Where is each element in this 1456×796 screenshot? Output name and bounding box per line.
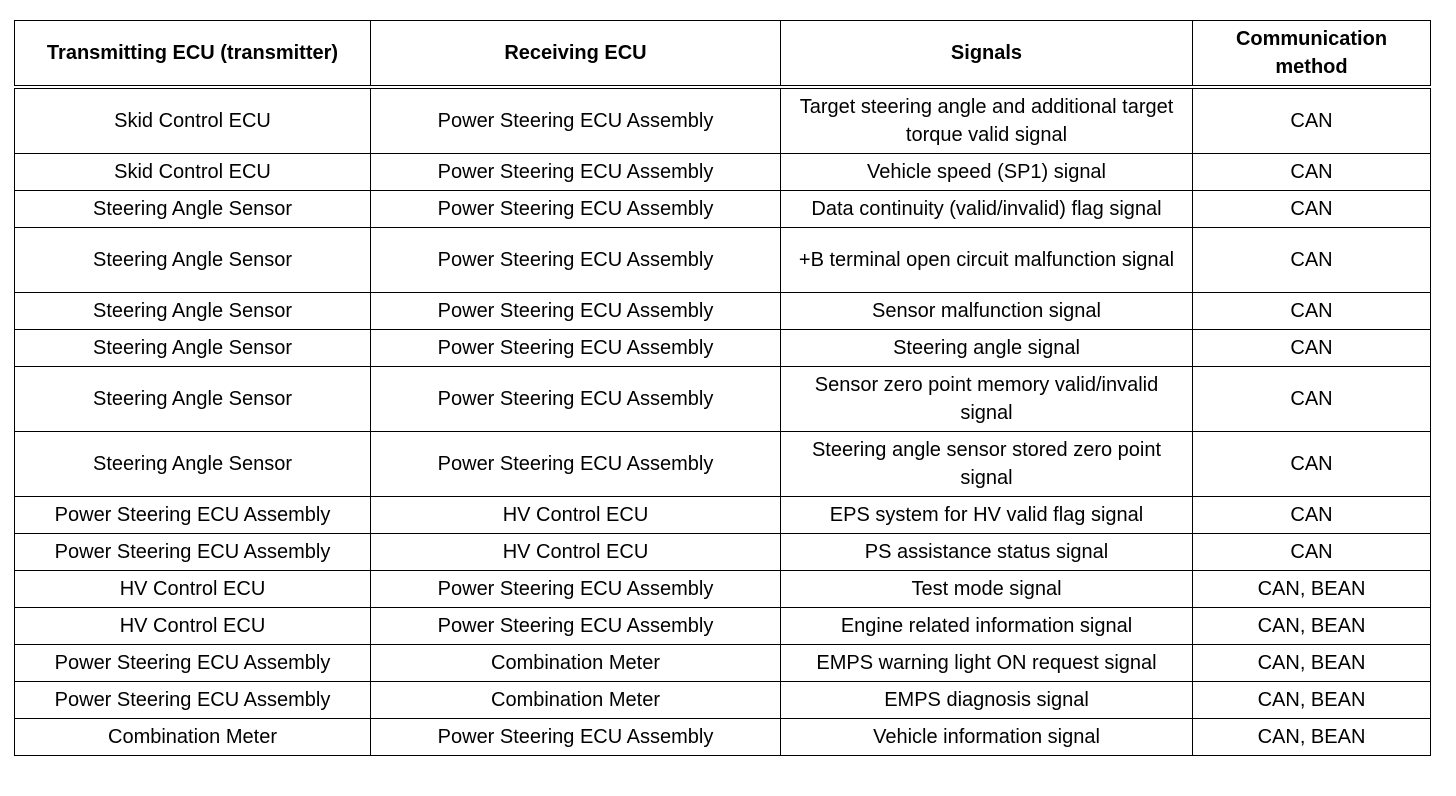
communication-table — [14, 20, 1431, 756]
table-row — [15, 432, 1431, 497]
cell-method: CAN — [1193, 191, 1431, 228]
table-row — [15, 293, 1431, 330]
table-body — [15, 87, 1431, 756]
cell-transmitter: HV Control ECU — [15, 571, 371, 608]
table-row — [15, 571, 1431, 608]
cell-transmitter: Steering Angle Sensor — [15, 191, 371, 228]
cell-signal: PS assistance status signal — [781, 534, 1193, 571]
cell-method: CAN — [1193, 87, 1431, 154]
cell-transmitter: HV Control ECU — [15, 608, 371, 645]
cell-receiver: Power Steering ECU Assembly — [371, 87, 781, 154]
table-row — [15, 497, 1431, 534]
cell-method: CAN — [1193, 432, 1431, 497]
cell-transmitter: Power Steering ECU Assembly — [15, 497, 371, 534]
cell-receiver: HV Control ECU — [371, 497, 781, 534]
cell-signal: Engine related information signal — [781, 608, 1193, 645]
cell-receiver: Power Steering ECU Assembly — [371, 571, 781, 608]
cell-receiver: Combination Meter — [371, 645, 781, 682]
cell-signal: Steering angle signal — [781, 330, 1193, 367]
cell-transmitter: Steering Angle Sensor — [15, 293, 371, 330]
cell-method: CAN — [1193, 330, 1431, 367]
cell-signal: Steering angle sensor stored zero point signal — [781, 432, 1193, 497]
cell-receiver: HV Control ECU — [371, 534, 781, 571]
cell-method: CAN — [1193, 154, 1431, 191]
cell-receiver: Power Steering ECU Assembly — [371, 330, 781, 367]
cell-transmitter: Power Steering ECU Assembly — [15, 682, 371, 719]
table-row — [15, 367, 1431, 432]
cell-signal: Data continuity (valid/invalid) flag signal — [781, 191, 1193, 228]
cell-signal: EMPS warning light ON request signal — [781, 645, 1193, 682]
cell-method: CAN, BEAN — [1193, 682, 1431, 719]
cell-receiver: Power Steering ECU Assembly — [371, 367, 781, 432]
table-row — [15, 228, 1431, 293]
cell-signal: Vehicle speed (SP1) signal — [781, 154, 1193, 191]
cell-signal: Sensor malfunction signal — [781, 293, 1193, 330]
cell-method: CAN, BEAN — [1193, 719, 1431, 756]
table-row — [15, 645, 1431, 682]
header-transmitting-ecu: Transmitting ECU (transmitter) — [15, 21, 371, 88]
table-row — [15, 719, 1431, 756]
cell-transmitter: Combination Meter — [15, 719, 371, 756]
header-row — [15, 21, 1431, 88]
cell-signal: EPS system for HV valid flag signal — [781, 497, 1193, 534]
cell-transmitter: Steering Angle Sensor — [15, 367, 371, 432]
cell-receiver: Power Steering ECU Assembly — [371, 191, 781, 228]
cell-signal: Target steering angle and additional target torque valid signal — [781, 87, 1193, 154]
cell-receiver: Power Steering ECU Assembly — [371, 719, 781, 756]
cell-transmitter: Steering Angle Sensor — [15, 330, 371, 367]
cell-method: CAN — [1193, 293, 1431, 330]
cell-method: CAN — [1193, 367, 1431, 432]
cell-transmitter: Power Steering ECU Assembly — [15, 645, 371, 682]
header-communication-method: Communication method — [1193, 21, 1431, 88]
table-row — [15, 682, 1431, 719]
cell-transmitter: Steering Angle Sensor — [15, 228, 371, 293]
table-row — [15, 608, 1431, 645]
table-row — [15, 154, 1431, 191]
cell-method: CAN, BEAN — [1193, 571, 1431, 608]
cell-signal: Sensor zero point memory valid/invalid signal — [781, 367, 1193, 432]
cell-method: CAN — [1193, 497, 1431, 534]
cell-signal: Test mode signal — [781, 571, 1193, 608]
header-receiving-ecu: Receiving ECU — [371, 21, 781, 88]
cell-method: CAN, BEAN — [1193, 608, 1431, 645]
cell-receiver: Power Steering ECU Assembly — [371, 293, 781, 330]
table-row — [15, 330, 1431, 367]
cell-receiver: Power Steering ECU Assembly — [371, 154, 781, 191]
cell-signal: Vehicle information signal — [781, 719, 1193, 756]
cell-method: CAN — [1193, 228, 1431, 293]
header-signals: Signals — [781, 21, 1193, 88]
table-header — [15, 21, 1431, 88]
cell-receiver: Power Steering ECU Assembly — [371, 608, 781, 645]
cell-transmitter: Power Steering ECU Assembly — [15, 534, 371, 571]
table-row — [15, 534, 1431, 571]
table-row — [15, 87, 1431, 154]
cell-receiver: Combination Meter — [371, 682, 781, 719]
cell-method: CAN, BEAN — [1193, 645, 1431, 682]
cell-signal: +B terminal open circuit malfunction signal — [781, 228, 1193, 293]
cell-transmitter: Steering Angle Sensor — [15, 432, 371, 497]
cell-receiver: Power Steering ECU Assembly — [371, 432, 781, 497]
cell-receiver: Power Steering ECU Assembly — [371, 228, 781, 293]
cell-signal: EMPS diagnosis signal — [781, 682, 1193, 719]
cell-transmitter: Skid Control ECU — [15, 87, 371, 154]
cell-transmitter: Skid Control ECU — [15, 154, 371, 191]
table-row — [15, 191, 1431, 228]
cell-method: CAN — [1193, 534, 1431, 571]
